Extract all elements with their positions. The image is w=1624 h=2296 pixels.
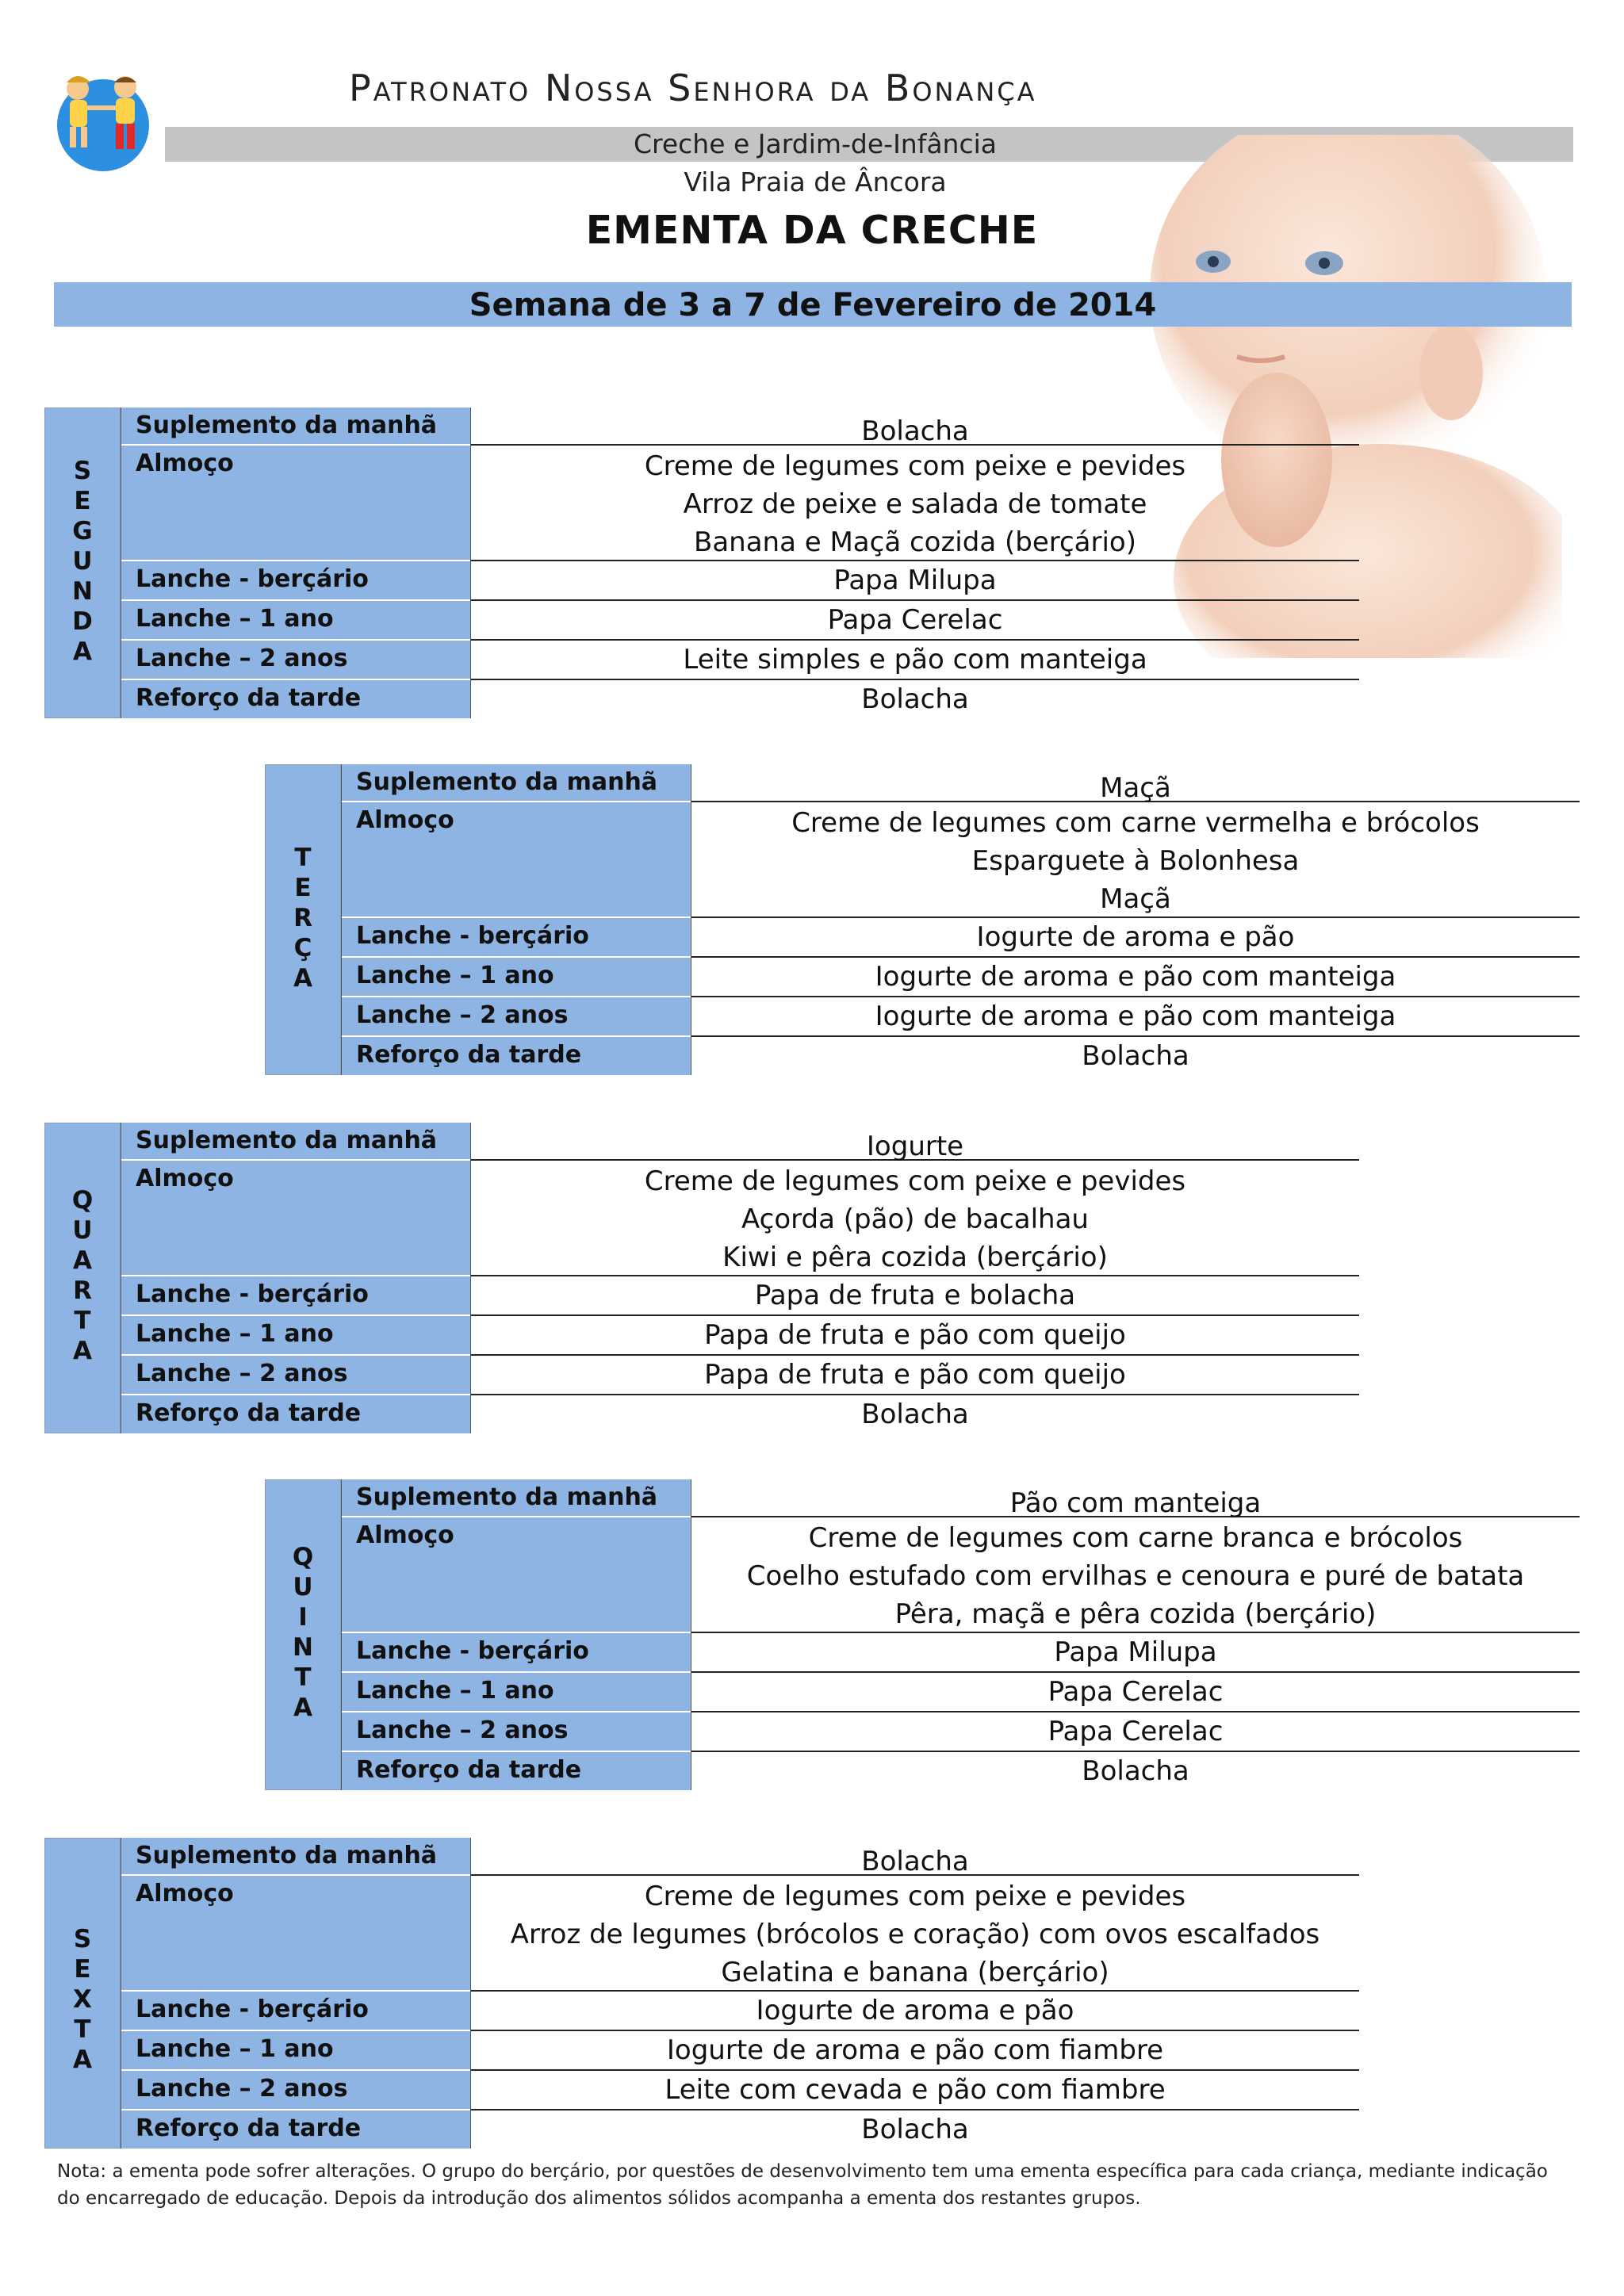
label-snack-1: Lanche – 1 ano bbox=[342, 1673, 691, 1712]
day-name bbox=[44, 1838, 121, 2149]
day-letter: T bbox=[294, 844, 312, 872]
day-letter: G bbox=[72, 517, 93, 545]
label-snack-1: Lanche – 1 ano bbox=[121, 601, 470, 641]
label-morning: Suplemento da manhã bbox=[342, 764, 691, 802]
meal-labels bbox=[341, 764, 691, 1075]
label-afternoon: Reforço da tarde bbox=[342, 1752, 691, 1790]
day-letter: S bbox=[73, 1925, 92, 1954]
day-letter: I bbox=[298, 1603, 308, 1632]
day-letter: E bbox=[294, 874, 312, 902]
label-afternoon: Reforço da tarde bbox=[342, 1037, 691, 1075]
day-letter: U bbox=[72, 1216, 93, 1245]
label-snack-nursery: Lanche - berçário bbox=[121, 561, 470, 601]
item-snack-2: Iogurte de aroma e pão com manteiga bbox=[691, 997, 1580, 1037]
label-snack-nursery: Lanche - berçário bbox=[342, 918, 691, 958]
item-morning: Bolacha bbox=[471, 1838, 1359, 1876]
label-morning: Suplemento da manhã bbox=[121, 1838, 470, 1876]
item-snack-1: Iogurte de aroma e pão com manteiga bbox=[691, 958, 1580, 997]
meal-labels bbox=[121, 1123, 471, 1433]
location: Vila Praia de Âncora bbox=[684, 166, 947, 197]
menu-title: EMENTA DA CRECHE bbox=[585, 208, 1039, 253]
day-letter: X bbox=[73, 1985, 92, 2014]
item-afternoon: Bolacha bbox=[861, 2114, 969, 2145]
item-afternoon: Bolacha bbox=[1082, 1040, 1189, 1072]
label-lunch: Almoço bbox=[121, 1876, 470, 1992]
label-afternoon: Reforço da tarde bbox=[121, 680, 470, 718]
day-letter: D bbox=[72, 607, 93, 636]
label-snack-nursery: Lanche - berçário bbox=[121, 1992, 470, 2031]
day-letter: Q bbox=[292, 1543, 314, 1571]
item-snack-1: Papa de fruta e pão com queijo bbox=[471, 1316, 1359, 1356]
label-snack-1: Lanche – 1 ano bbox=[342, 958, 691, 997]
label-lunch: Almoço bbox=[342, 802, 691, 918]
day-letter: R bbox=[293, 904, 312, 932]
item-snack-nursery: Papa Milupa bbox=[691, 1633, 1580, 1673]
day-name bbox=[44, 1123, 121, 1433]
item-snack-1: Iogurte de aroma e pão com fiambre bbox=[471, 2031, 1359, 2071]
children-logo-icon bbox=[46, 63, 165, 174]
item-snack-nursery: Iogurte de aroma e pão bbox=[691, 918, 1580, 958]
day-letter: T bbox=[294, 1663, 312, 1692]
day-letter: T bbox=[74, 1307, 91, 1335]
organization-title: Patronato Nossa Senhora da Bonança bbox=[349, 67, 1037, 109]
label-snack-2: Lanche – 2 anos bbox=[121, 1356, 470, 1395]
footnote: Nota: a ementa pode sofrer alterações. O grupo do berçário, por questões de desenvolvimento tem uma ementa específica para cada criança, mediante indicação do encarregado de educação. Depois da introdução dos alimentos sólidos acompanha a ementa dos restantes grupos. bbox=[57, 2161, 1548, 2209]
label-lunch: Almoço bbox=[342, 1517, 691, 1633]
label-snack-2: Lanche – 2 anos bbox=[121, 641, 470, 680]
item-snack-2: Papa Cerelac bbox=[691, 1712, 1580, 1752]
item-afternoon: Bolacha bbox=[1082, 1755, 1189, 1787]
logo bbox=[46, 63, 165, 174]
item-lunch: Creme de legumes com peixe e pevides Arroz de legumes (brócolos e coração) com ovos escalfados Gelatina e banana (berçário) bbox=[471, 1876, 1359, 1992]
day-letter: Q bbox=[71, 1186, 94, 1215]
item-morning: Iogurte bbox=[471, 1123, 1359, 1161]
day-letter: A bbox=[293, 964, 312, 993]
day-letter: A bbox=[73, 637, 92, 666]
day-letter: Ç bbox=[293, 934, 312, 962]
day-letter: U bbox=[72, 547, 93, 576]
item-snack-2: Leite simples e pão com manteiga bbox=[471, 641, 1359, 680]
item-morning: Maçã bbox=[691, 764, 1580, 802]
label-snack-2: Lanche – 2 anos bbox=[121, 2071, 470, 2110]
label-snack-2: Lanche – 2 anos bbox=[342, 997, 691, 1037]
label-snack-nursery: Lanche - berçário bbox=[342, 1633, 691, 1673]
item-lunch: Creme de legumes com peixe e pevides Açorda (pão) de bacalhau Kiwi e pêra cozida (berçário) bbox=[471, 1161, 1359, 1276]
item-snack-nursery: Papa Milupa bbox=[471, 561, 1359, 601]
day-name bbox=[265, 1479, 341, 1790]
day-letter: E bbox=[74, 487, 91, 515]
week-banner: Semana de 3 a 7 de Fevereiro de 2014 bbox=[54, 282, 1572, 327]
label-snack-1: Lanche – 1 ano bbox=[121, 2031, 470, 2071]
label-snack-1: Lanche – 1 ano bbox=[121, 1316, 470, 1356]
day-letter: S bbox=[73, 457, 92, 485]
day-letter: E bbox=[74, 1955, 91, 1984]
label-afternoon: Reforço da tarde bbox=[121, 2110, 470, 2149]
item-snack-2: Leite com cevada e pão com fiambre bbox=[471, 2071, 1359, 2110]
item-snack-1: Papa Cerelac bbox=[691, 1673, 1580, 1712]
item-snack-nursery: Iogurte de aroma e pão bbox=[471, 1992, 1359, 2031]
item-snack-nursery: Papa de fruta e bolacha bbox=[471, 1276, 1359, 1316]
day-letter: A bbox=[73, 1246, 92, 1275]
item-snack-1: Papa Cerelac bbox=[471, 601, 1359, 641]
meal-labels bbox=[121, 1838, 471, 2149]
day-letter: A bbox=[73, 2045, 92, 2074]
label-morning: Suplemento da manhã bbox=[121, 1123, 470, 1161]
day-letter: A bbox=[293, 1693, 312, 1722]
label-snack-nursery: Lanche - berçário bbox=[121, 1276, 470, 1316]
subtitle: Creche e Jardim-de-Infância bbox=[633, 128, 998, 159]
item-lunch: Creme de legumes com carne vermelha e brócolos Esparguete à Bolonhesa Maçã bbox=[691, 802, 1580, 918]
day-name bbox=[265, 764, 341, 1075]
day-letter: N bbox=[72, 577, 93, 606]
day-letter: T bbox=[74, 2015, 91, 2044]
item-lunch: Creme de legumes com peixe e pevides Arroz de peixe e salada de tomate Banana e Maçã cozida (berçário) bbox=[471, 446, 1359, 561]
day-letter: R bbox=[73, 1276, 92, 1305]
item-afternoon: Bolacha bbox=[861, 683, 969, 715]
day-letter: U bbox=[293, 1573, 313, 1601]
item-lunch: Creme de legumes com carne branca e brócolos Coelho estufado com ervilhas e cenoura e puré de batata Pêra, maçã e pêra cozida (berçário) bbox=[691, 1517, 1580, 1633]
label-afternoon: Reforço da tarde bbox=[121, 1395, 470, 1433]
day-name bbox=[44, 408, 121, 718]
day-letter: A bbox=[73, 1337, 92, 1365]
label-morning: Suplemento da manhã bbox=[121, 408, 470, 446]
label-lunch: Almoço bbox=[121, 446, 470, 561]
item-snack-2: Papa de fruta e pão com queijo bbox=[471, 1356, 1359, 1395]
item-morning: Pão com manteiga bbox=[691, 1479, 1580, 1517]
label-snack-2: Lanche – 2 anos bbox=[342, 1712, 691, 1752]
item-afternoon: Bolacha bbox=[861, 1399, 969, 1430]
item-morning: Bolacha bbox=[471, 408, 1359, 446]
meal-labels bbox=[121, 408, 471, 718]
label-lunch: Almoço bbox=[121, 1161, 470, 1276]
meal-labels bbox=[341, 1479, 691, 1790]
label-morning: Suplemento da manhã bbox=[342, 1479, 691, 1517]
day-letter: N bbox=[293, 1633, 313, 1662]
